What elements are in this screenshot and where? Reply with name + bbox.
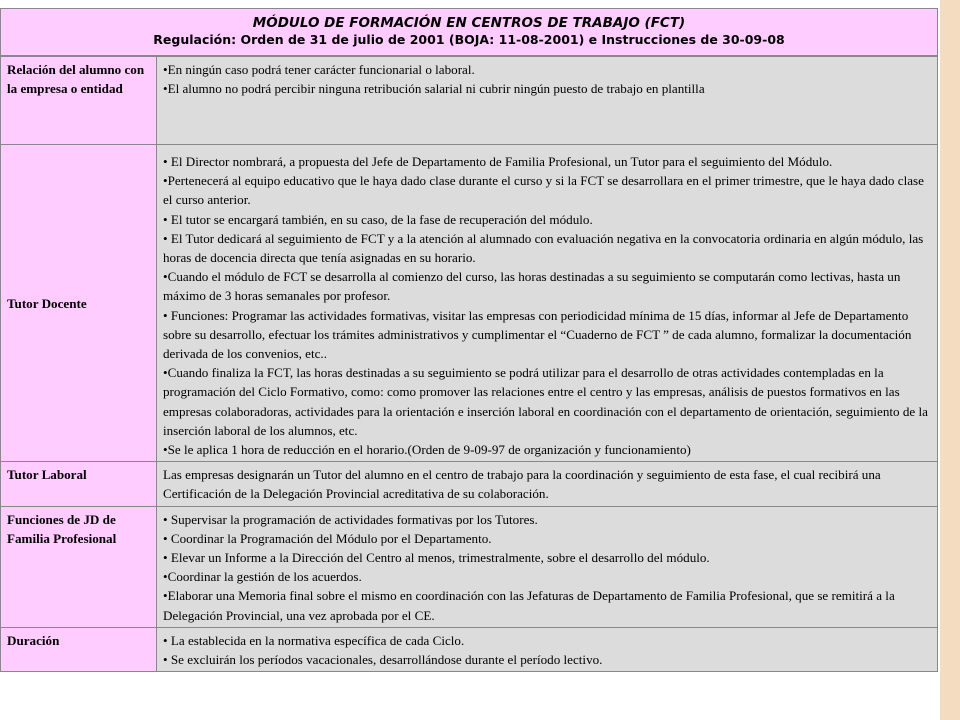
list-item: • Se excluirán los períodos vacacionales, desarrollándose durante el período lectivo. [163,652,603,668]
list-item: •Cuando el módulo de FCT se desarrolla al comienzo del curso, las horas destinadas a su seguimiento se computarán como lectivas, hasta un máximo de 3 horas semanales por profesor. [163,269,901,304]
row-label: Duración [1,627,157,671]
table-row [1,627,938,671]
row-content [157,145,938,462]
list-item: • El Tutor dedicará al seguimiento de FCT y a la atención al alumnado con evaluación negativa en la convocatoria ordinaria en algún módulo, las horas de docencia directa que tenía asignadas en su horario. [163,230,924,266]
list-item: •Elaborar una Memoria final sobre el mismo en coordinación con las Jefaturas de Departamento de Familia Profesional, que se remitirá a la Delegación Provincial, una vez aprobada por el CE. [163,588,895,623]
list-item: • Coordinar la Programación del Módulo por el Departamento. [163,530,492,546]
row-label: Tutor Laboral [1,462,157,506]
list-item: •El alumno no podrá percibir ninguna retribución salarial ni cubrir ningún puesto de trabajo en plantilla [163,81,705,97]
row-content [157,627,938,671]
table-row [1,462,938,506]
row-content [157,506,938,627]
list-item: • Funciones: Programar las actividades formativas, visitar las empresas con periodicidad mínima de 15 días, informar al Jefe de Departamento sobre su desarrollo, efectuar los trámites administrativos y cumplimentar el “Cuaderno de FCT ” de cada alumno, formalizar la documentación derivada de los convenios, etc.. [163,307,912,362]
list-item: • Supervisar la programación de actividades formativas por los Tutores. [163,511,538,527]
document-header [0,8,938,56]
list-item: •Coordinar la gestión de los acuerdos. [163,569,362,585]
list-item: • Elevar un Informe a la Dirección del Centro al menos, trimestralmente, sobre el desarrollo del módulo. [163,550,710,566]
row-label: Relación del alumno con la empresa o entidad [1,57,157,145]
row-content [157,462,938,506]
list-item: •Pertenecerá al equipo educativo que le haya dado clase durante el curso y si la FCT se desarrollara en el primer trimestre, que le haya dado clase el curso anterior. [163,173,924,208]
row-content [157,57,938,145]
list-item: •Se le aplica 1 hora de reducción en el horario.(Orden de 9-09-97 de organización y funcionamiento) [163,442,691,458]
row-label: Tutor Docente [1,145,157,462]
page-title: MÓDULO DE FORMACIÓN EN CENTROS DE TRABAJO (FCT) [252,15,686,31]
row-label: Funciones de JD de Familia Profesional [1,506,157,627]
list-item: •Cuando finaliza la FCT, las horas destinadas a su seguimiento se podrá utilizar para el desarrollo de otras actividades contempladas en la programación del Ciclo Formativo, como: como promover las relaciones entre el centro y las empresas, análisis de puestos formativos en las empresas colaboradoras, actividades para la orientación e inserción laboral en coordinación con el departamento de orientación, seguimiento de la inserción laboral de los alumnos, etc. [163,365,928,438]
list-item: • La establecida en la normativa específica de cada Ciclo. [163,632,465,648]
page-subtitle: Regulación: Orden de 31 de julio de 2001 (BOJA: 11-08-2001) e Instrucciones de 30-09-08 [153,32,785,47]
table-row [1,57,938,145]
list-item: • El tutor se encargará también, en su caso, de la fase de recuperación del módulo. [163,211,593,227]
table-row [1,145,938,462]
table-row [1,506,938,627]
list-item: •En ningún caso podrá tener carácter funcionarial o laboral. [163,62,475,77]
decorative-side-strip [940,0,960,720]
fct-info-table [0,56,938,672]
list-item: • El Director nombrará, a propuesta del Jefe de Departamento de Familia Profesional, un Tutor para el seguimiento del Módulo. [163,154,833,169]
list-item: Las empresas designarán un Tutor del alumno en el centro de trabajo para la coordinación y seguimiento de esta fase, el cual recibirá una Certificación de la Delegación Provincial acreditativa de su colaboración. [163,467,881,502]
